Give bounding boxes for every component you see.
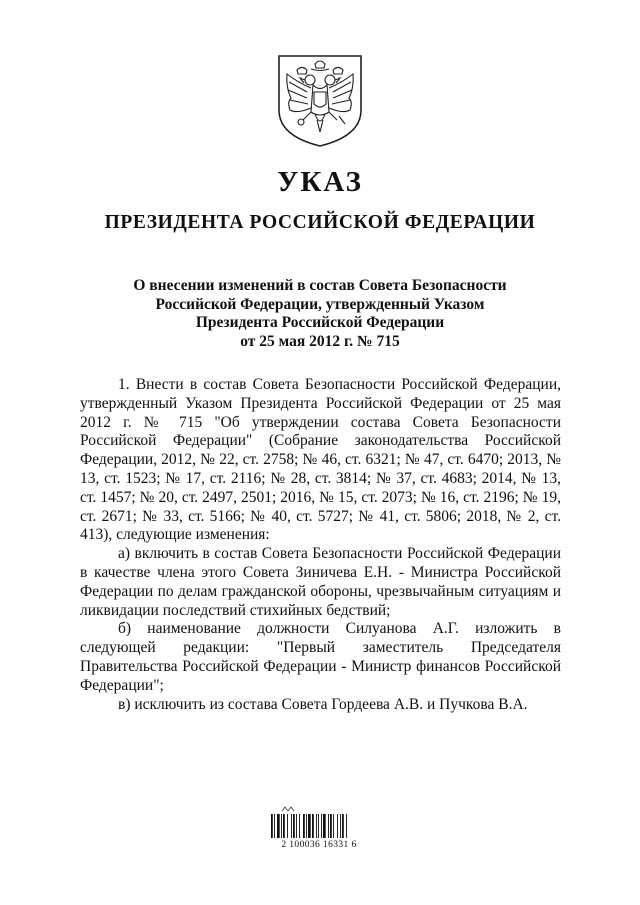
heading-line: Президента Российской Федерации — [195, 314, 445, 332]
paragraph-item-c: в) исключить из состава Совета Гордеева А.В. и Пучкова В.А. — [118, 695, 528, 713]
paragraph-item-b: б) наименование должности Силуанова А.Г. изложить в следующей редакции: "Первый заместитель Председателя Правительства Российской Федерации - Министр финансов Российской Федерации"; — [80, 620, 561, 694]
heading-line: от 25 мая 2012 г. № 715 — [240, 333, 400, 351]
document-subtitle: ПРЕЗИДЕНТА РОССИЙСКОЙ ФЕДЕРАЦИИ — [104, 212, 536, 233]
decree-body — [80, 376, 561, 714]
document-title: УКАЗ — [277, 166, 363, 198]
barcode — [270, 814, 366, 838]
heading-line: Российской Федерации, утвержденный Указом — [155, 295, 485, 313]
coat-of-arms-emblem — [273, 52, 367, 148]
barcode-number: 2 100036 16331 6 — [281, 840, 357, 850]
paragraph-item-a: а) включить в состав Совета Безопасности Российской Федерации в качестве члена этого Совета Зиничева Е.Н. - Министра Российской Федерации по делам гражданской обороны, чрезвычайным ситуациям и ликвидации последствий стихийных бедствий; — [80, 545, 561, 619]
paragraph-main: 1. Внести в состав Совета Безопасности Российской Федерации, утвержденный Указом Президента Российской Федерации от 25 мая 2012 г. № 715 "Об утверждении состава Совета Безопасности Российской Федерации" (Собрание законодательства Российской Федерации, 2012, № 22, ст. 2758; № 46, ст. 6321; № 47, ст. 6470; 2013, № 13, ст. 1523; № 17, ст. 2116; № 28, ст. 3814; № 37, ст. 4683; 2014, № 13, ст. 1457; № 20, ст. 2497, 2501; 2016, № 15, ст. 2073; № 16, ст. 2196; № 19, ст. 2671; № 33, ст. 5166; № 40, ст. 5727; № 41, ст. 5806; 2018, № 2, ст. 413), следующие изменения: — [80, 376, 561, 544]
heading-line: О внесении изменений в состав Совета Безопасности — [133, 277, 507, 294]
decree-heading — [0, 277, 640, 352]
barcode-mark — [281, 806, 295, 812]
